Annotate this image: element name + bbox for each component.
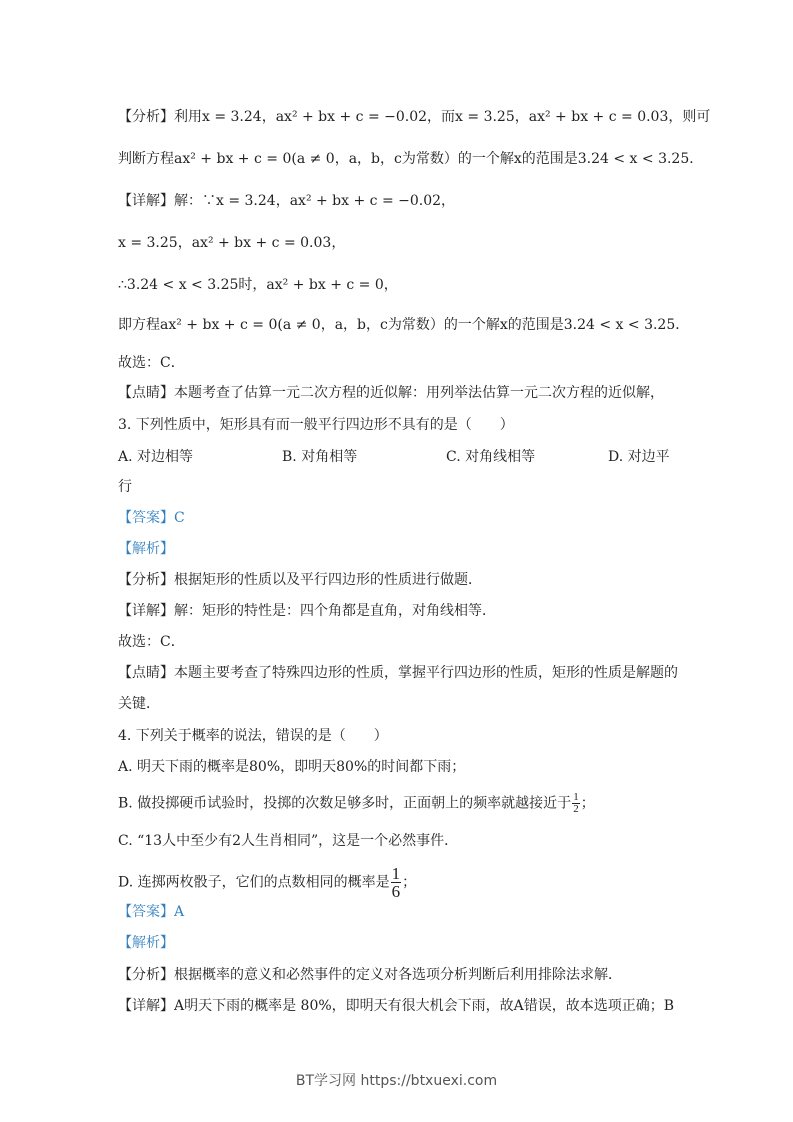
q3-option-d-wrap: 行 bbox=[118, 479, 132, 495]
q4-detail: 【详解】A明天下雨的概率是 80%，即明天有很大机会下雨，故A错误，故本选项正确；B bbox=[118, 998, 675, 1014]
q3-option-a: A. 对边相等 bbox=[118, 449, 194, 465]
q4-option-b-text: B. 做投掷硬币试验时，投掷的次数足够多时，正面朝上的频率就越接近于 bbox=[118, 795, 572, 812]
q4-option-b-end: ； bbox=[580, 795, 595, 812]
fraction-numerator: 1 bbox=[391, 864, 401, 883]
comment-line: 【点睛】本题考查了估算一元二次方程的近似解：用列举法估算一元二次方程的近似解， bbox=[118, 385, 664, 401]
q4-option-b bbox=[118, 792, 595, 815]
q4-answer-label: 【答案】A bbox=[118, 904, 185, 920]
analysis-line-2: 判断方程ax² + bx + c = 0(a ≠ 0，a，b，c为常数）的一个解x的范围是3.24 < x < 3.25． bbox=[118, 151, 704, 167]
fraction-one-sixth bbox=[391, 865, 402, 900]
q4-option-d bbox=[118, 865, 416, 900]
detail-line-4: 即方程ax² + bx + c = 0(a ≠ 0，a，b，c为常数）的一个解x的范围是3.24 < x < 3.25． bbox=[118, 317, 690, 333]
q3-choice: 故选：C． bbox=[118, 634, 185, 650]
q4-option-a: A. 明天下雨的概率是80%，即明天80%的时间都下雨； bbox=[118, 759, 466, 775]
detail-line-2: x = 3.25，ax² + bx + c = 0.03， bbox=[118, 235, 346, 251]
q4-option-d-text: D. 连掷两枚骰子，它们的点数相同的概率是 bbox=[118, 874, 390, 891]
detail-line-3: ∴3.24 < x < 3.25时，ax² + bx + c = 0， bbox=[118, 277, 398, 293]
q4-option-c: C. “13人中至少有2人生肖相同”，这是一个必然事件． bbox=[118, 833, 459, 849]
q3-option-b: B. 对角相等 bbox=[282, 449, 358, 465]
footer-watermark: BT学习网 https://btxuexi.com bbox=[295, 1073, 498, 1089]
fraction-denominator: 2 bbox=[573, 803, 579, 815]
q3-explanation-label: 【解析】 bbox=[118, 541, 174, 557]
choice-line: 故选：C． bbox=[118, 355, 185, 371]
q3-comment-2: 关键． bbox=[118, 696, 160, 712]
q4-explanation-label: 【解析】 bbox=[118, 935, 174, 951]
q3-answer-label: 【答案】C bbox=[118, 510, 185, 526]
q3-detail: 【详解】解：矩形的特性是：四个角都是直角，对角线相等． bbox=[118, 603, 496, 619]
fraction-numerator: 1 bbox=[573, 791, 579, 803]
question-4-stem: 4. 下列关于概率的说法，错误的是（ ） bbox=[118, 728, 388, 744]
q3-option-c: C. 对角线相等 bbox=[446, 449, 536, 465]
fraction-denominator: 6 bbox=[391, 882, 401, 901]
detail-line-1: 【详解】解：∵x = 3.24，ax² + bx + c = −0.02， bbox=[118, 193, 456, 209]
q3-analysis: 【分析】根据矩形的性质以及平行四边形的性质进行做题． bbox=[118, 572, 482, 588]
q4-analysis: 【分析】根据概率的意义和必然事件的定义对各选项分析判断后利用排除法求解． bbox=[118, 967, 622, 983]
question-3-stem: 3. 下列性质中，矩形具有而一般平行四边形不具有的是（ ） bbox=[118, 417, 514, 433]
analysis-line-1: 【分析】利用x = 3.24，ax² + bx + c = −0.02，而x = 3.25，ax² + bx + c = 0.03，则可 bbox=[118, 109, 711, 125]
q3-comment-1: 【点睛】本题主要考查了特殊四边形的性质，掌握平行四边形的性质，矩形的性质是解题的 bbox=[118, 665, 678, 681]
q3-option-d: D. 对边平 bbox=[608, 449, 670, 465]
fraction-one-half bbox=[572, 792, 580, 815]
q4-option-d-end: ； bbox=[402, 874, 417, 891]
